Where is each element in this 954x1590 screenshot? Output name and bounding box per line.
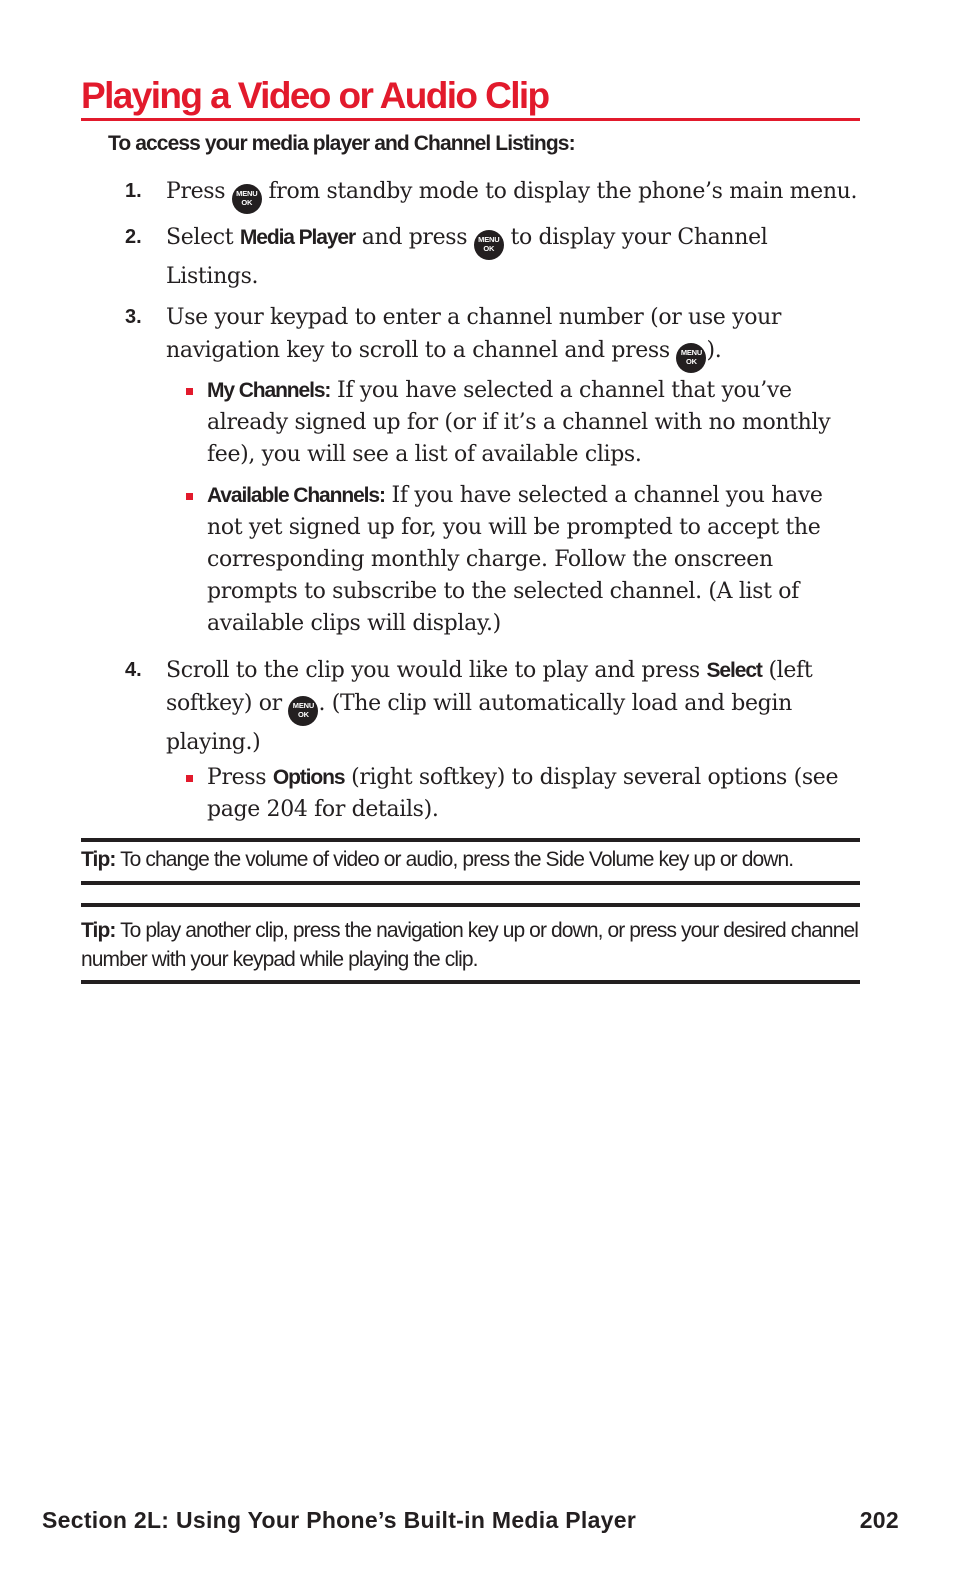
bullet-marker (186, 493, 193, 500)
menu-item-keyword: Media Player (239, 226, 356, 249)
page-footer (42, 1505, 899, 1535)
tip-rule-top (81, 838, 860, 842)
step-number: 2. (125, 226, 142, 248)
bullet-text: Press Options (right softkey) to display several options (see page 204 for details). (207, 765, 839, 822)
bullet-keyword: Available Channels: (207, 484, 385, 507)
tip-volume (81, 845, 871, 874)
tip-text: To play another clip, press the navigation key up or down, or press your desired channel number with your keypad while playing the clip. (81, 919, 859, 971)
tip-another-clip (81, 916, 871, 974)
tip-rule-bottom (81, 881, 860, 885)
tip-text: To change the volume of video or audio, press the Side Volume key up or down. (120, 848, 794, 871)
section-title: Section 2L: Using Your Phone’s Built-in Media Player (42, 1507, 637, 1533)
softkey-keyword: Select (706, 659, 762, 682)
page-number: 202 (859, 1507, 899, 1533)
menu-ok-key-icon: MENU OK (232, 184, 262, 214)
menu-ok-key-icon: MENU OK (676, 343, 706, 373)
page-title: Playing a Video or Audio Clip (81, 75, 549, 116)
step-number: 1. (125, 180, 142, 202)
tip-rule-top (81, 903, 860, 907)
tip-label: Tip: (81, 848, 116, 871)
step-number: 3. (125, 306, 142, 328)
bullet-text: My Channels: If you have selected a channel that you’ve already signed up for (or if it’s a channel with no monthly fee), you will see a list of available clips. (207, 378, 831, 467)
step-text: Scroll to the clip you would like to play and press Select (left softkey) or MENU OK . (The clip will automatically load and begin playing.) (166, 658, 813, 755)
bullet-keyword: My Channels: (207, 379, 331, 402)
tip-rule-bottom (81, 980, 860, 984)
step-text: Use your keypad to enter a channel number (or use your navigation key to scroll to a channel and press MENU OK ). (166, 301, 860, 373)
intro-heading: To access your media player and Channel Listings: (108, 132, 575, 155)
bullet-marker (186, 775, 193, 782)
step-text: Press MENU OK from standby mode to display the phone’s main menu. (166, 175, 860, 214)
title-underline (81, 118, 860, 121)
step-text: Select Media Player and press MENU OK to display your Channel Listings. (166, 225, 768, 289)
menu-ok-key-icon: MENU OK (288, 696, 318, 726)
tip-label: Tip: (81, 919, 116, 942)
menu-ok-key-icon: MENU OK (474, 230, 504, 260)
softkey-keyword: Options (272, 766, 345, 789)
bullet-text: Available Channels: If you have selected a channel you have not yet signed up for, you will be prompted to accept the corresponding monthly charge. Follow the onscreen prompts to subscribe to the selected channel. (A list of available clips will display.) (207, 483, 823, 636)
bullet-marker (186, 388, 193, 395)
step-number: 4. (125, 659, 142, 681)
